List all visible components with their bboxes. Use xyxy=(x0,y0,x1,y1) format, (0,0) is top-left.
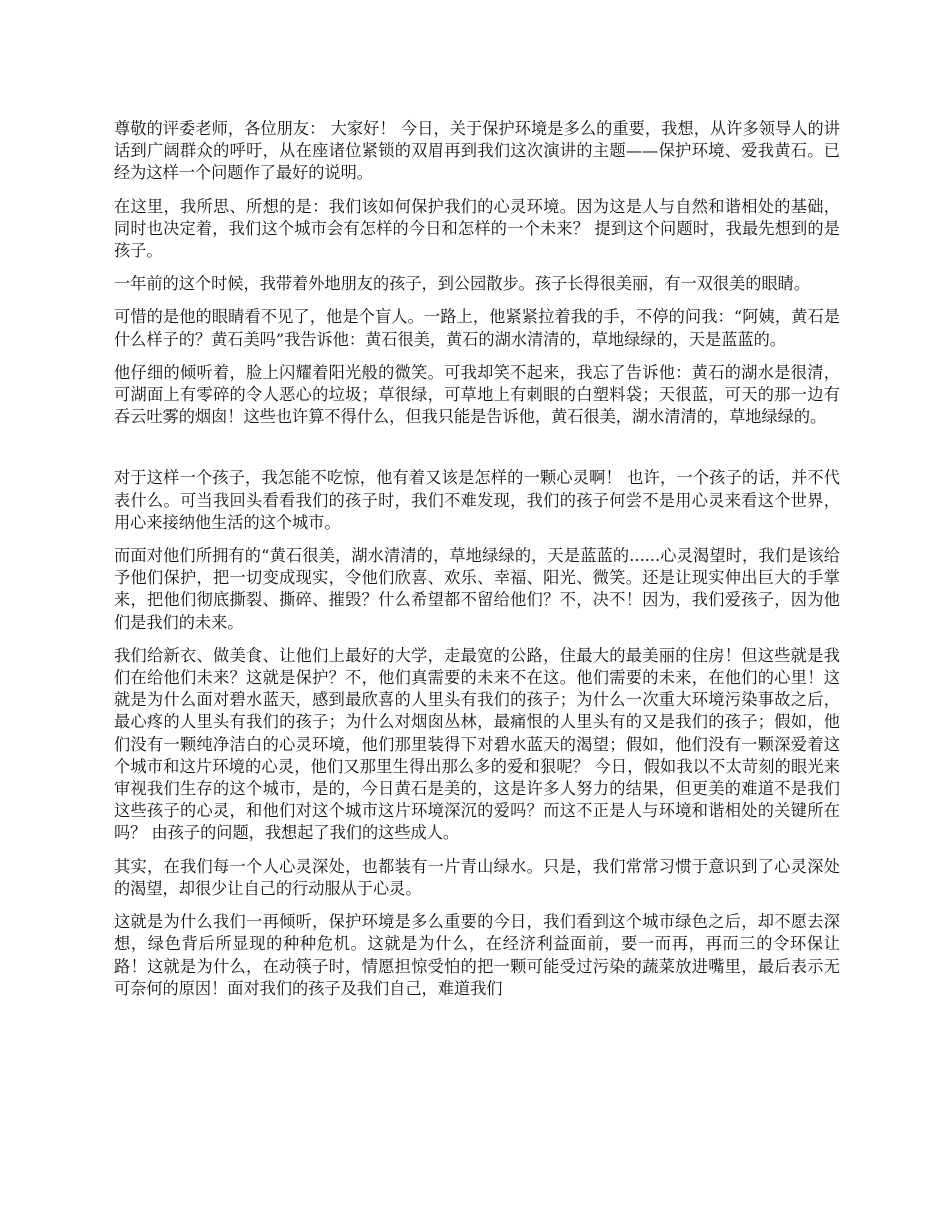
document-body xyxy=(114,118,840,1011)
paragraph-blind-child: 可惜的是他的眼睛看不见了，他是个盲人。一路上，他紧紧拉着我的手，不停的问我：“阿姨，黄石是什么样子的？黄石美吗”我告诉他：黄石很美，黄石的湖水清清的，草地绿绿的，天是蓝蓝的。 xyxy=(114,307,840,349)
paragraph-greeting: 尊敬的评委老师，各位朋友： 大家好！ 今日，关于保护环境是多么的重要，我想，从许多领导人的讲话到广阔群众的呼吁，从在座诸位紧锁的双眉再到我们这次演讲的主题——保护环境、爱我黄石。已经为这样一个问题作了最好的说明。 xyxy=(114,119,840,183)
paragraph-spiritual-environment: 在这里，我所思、所想的是：我们该如何保护我们的心灵环境。因为这是人与自然和谐相处的基础， 同时也决定着，我们这个城市会有怎样的今日和怎样的一个未来？ 提到这个问题时，我最先想到的是孩子。 xyxy=(114,196,840,261)
paragraph-crisis: 这就是为什么我们一再倾听，保护环境是多么重要的今日，我们看到这个城市绿色之后，却不愿去深想，绿色背后所显现的种种危机。这就是为什么，在经济利益面前，要一而再，再而三的令环保让路！这就是为什么，在动筷子时，情愿担惊受怕的把一颗可能受过污染的蔬菜放进嘴里，最后表示无可奈何的原因！面对我们的孩子及我们自己，难道我们 xyxy=(114,912,840,998)
paragraph-smile: 他仔细的倾听着，脸上闪耀着阳光般的微笑。可我却笑不起来，我忘了告诉他：黄石的湖水是很清，可湖面上有零碎的令人恶心的垃圾；草很绿，可草地上有刺眼的白塑料袋；天很蓝，可天的那一边有吞云吐雾的烟囱！这些也许算不得什么，但我只能是告诉他，黄石很美，湖水清清的，草地绿绿的。 xyxy=(114,362,840,427)
paragraph-green-mountains: 其实，在我们每一个人心灵深处，也都装有一片青山绿水。只是，我们常常习惯于意识到了心灵深处的渴望，却很少让自己的行动服从于心灵。 xyxy=(114,856,840,898)
paragraph-protection: 而面对他们所拥有的“黄石很美，湖水清清的，草地绿绿的，天是蓝蓝的......心灵渴望时，我们是该给予他们保护，把一切变成现实，令他们欣喜、欢乐、幸福、阳光、微笑。还是让现实伸出巨大的手掌来，把他们彻底撕裂、撕碎、摧毁？什么希望都不留给他们？不，决不！因为，我们爱孩子，因为他们是我们的未来。 xyxy=(114,546,840,632)
paragraph-park-walk: 一年前的这个时候，我带着外地朋友的孩子，到公园散步。孩子长得很美丽，有一双很美的眼睛。 xyxy=(114,274,811,294)
paragraph-gap xyxy=(114,439,840,467)
paragraph-child-heart: 对于这样一个孩子，我怎能不吃惊，他有着又该是怎样的一颗心灵啊！ 也许，一个孩子的话，并不代表什么。可当我回头看看我们的孩子时，我们不难发现，我们的孩子何尝不是用心灵来看这个世界，用心来接纳他生活的这个城市。 xyxy=(114,468,840,532)
paragraph-future: 我们给新衣、做美食、让他们上最好的大学，走最宽的公路，住最大的最美丽的住房！但这些就是我们在给他们未来？这就是保护？不，他们真需要的未来不在这。他们需要的未来，在他们的心里！这就是为什么面对碧水蓝天，感到最欣喜的人里头有我们的孩子；为什么一次重大环境污染事故之后，最心疼的人里头有我们的孩子；为什么对烟囱丛林，最痛恨的人里头有的又是我们的孩子；假如，他们没有一颗纯净洁白的心灵环境，他们那里装得下对碧水蓝天的渴望；假如，他们没有一颗深爱着这个城市和这片环境的心灵，他们又那里生得出那么多的爱和狠呢？ 今日，假如我以不太苛刻的眼光来审视我们生存的这个城市，是的，今日黄石是美的，这是许多人努力的结果，但更美的难道不是我们这些孩子的心灵，和他们对这个城市这片环境深沉的爱吗？而这不正是人与环境和谐相处的关键所在吗？ 由孩子的问题，我想起了我们的这些成人。 xyxy=(114,645,840,843)
